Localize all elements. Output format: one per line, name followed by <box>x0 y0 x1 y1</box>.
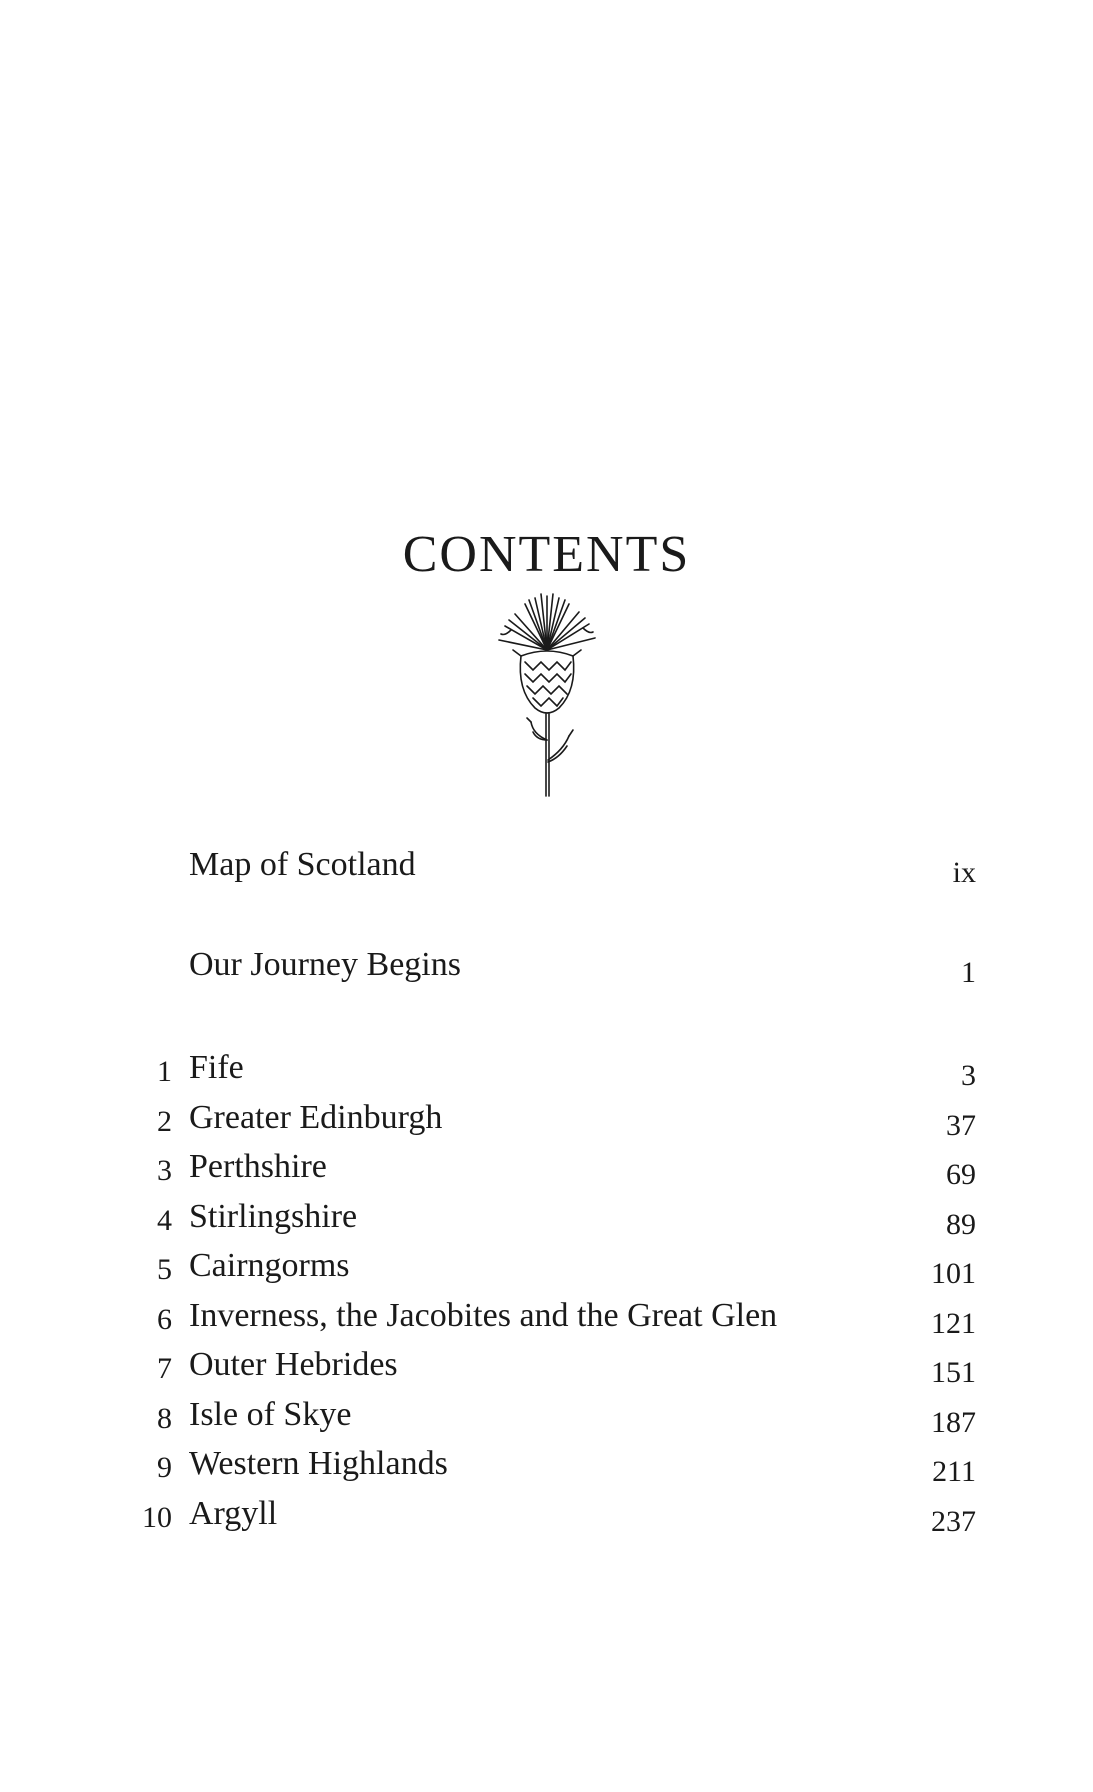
toc-entry-page: ix <box>952 856 976 889</box>
chapter-title: Cairngorms <box>189 1247 350 1284</box>
chapter-number: 5 <box>157 1253 172 1286</box>
chapter-page: 89 <box>946 1208 976 1241</box>
chapter-page: 37 <box>946 1109 976 1142</box>
chapter-number: 8 <box>157 1402 172 1435</box>
toc-chapter-8[interactable] <box>0 1392 1093 1438</box>
chapter-number: 2 <box>157 1105 172 1138</box>
toc-entry-label: Map of Scotland <box>189 846 416 883</box>
chapter-title: Outer Hebrides <box>189 1346 398 1383</box>
thistle-icon <box>491 590 603 800</box>
toc-chapter-1[interactable] <box>0 1045 1093 1091</box>
chapter-number: 9 <box>157 1451 172 1484</box>
chapter-page: 101 <box>931 1257 976 1290</box>
chapter-title: Greater Edinburgh <box>189 1099 443 1136</box>
chapter-number: 7 <box>157 1352 172 1385</box>
toc-chapter-4[interactable] <box>0 1194 1093 1240</box>
chapter-page: 237 <box>931 1505 976 1538</box>
toc-entry-map-of-scotland[interactable] <box>0 842 1093 888</box>
chapter-page: 3 <box>961 1059 976 1092</box>
chapter-number: 10 <box>142 1501 172 1534</box>
toc-entry-our-journey-begins[interactable] <box>0 942 1093 988</box>
toc-chapter-7[interactable] <box>0 1342 1093 1388</box>
chapter-page: 151 <box>931 1356 976 1389</box>
chapter-number: 1 <box>157 1055 172 1088</box>
chapter-title: Perthshire <box>189 1148 327 1185</box>
toc-chapter-2[interactable] <box>0 1095 1093 1141</box>
toc-chapter-10[interactable] <box>0 1491 1093 1537</box>
chapter-title: Western Highlands <box>189 1445 448 1482</box>
chapter-page: 69 <box>946 1158 976 1191</box>
toc-chapter-5[interactable] <box>0 1243 1093 1289</box>
chapter-number: 6 <box>157 1303 172 1336</box>
toc-entry-label: Our Journey Begins <box>189 946 461 983</box>
chapter-title: Stirlingshire <box>189 1198 358 1235</box>
chapter-number: 3 <box>157 1154 172 1187</box>
chapter-page: 211 <box>932 1455 976 1488</box>
chapter-page: 121 <box>931 1307 976 1340</box>
chapter-page: 187 <box>931 1406 976 1439</box>
toc-chapter-6[interactable] <box>0 1293 1093 1339</box>
toc-chapter-3[interactable] <box>0 1144 1093 1190</box>
chapter-title: Isle of Skye <box>189 1396 352 1433</box>
chapter-title: Fife <box>189 1049 244 1086</box>
chapter-number: 4 <box>157 1204 172 1237</box>
chapter-title: Inverness, the Jacobites and the Great Glen <box>189 1297 778 1334</box>
toc-entry-page: 1 <box>961 956 976 989</box>
chapter-title: Argyll <box>189 1495 278 1532</box>
page-title: CONTENTS <box>402 525 691 583</box>
toc-chapter-9[interactable] <box>0 1441 1093 1487</box>
